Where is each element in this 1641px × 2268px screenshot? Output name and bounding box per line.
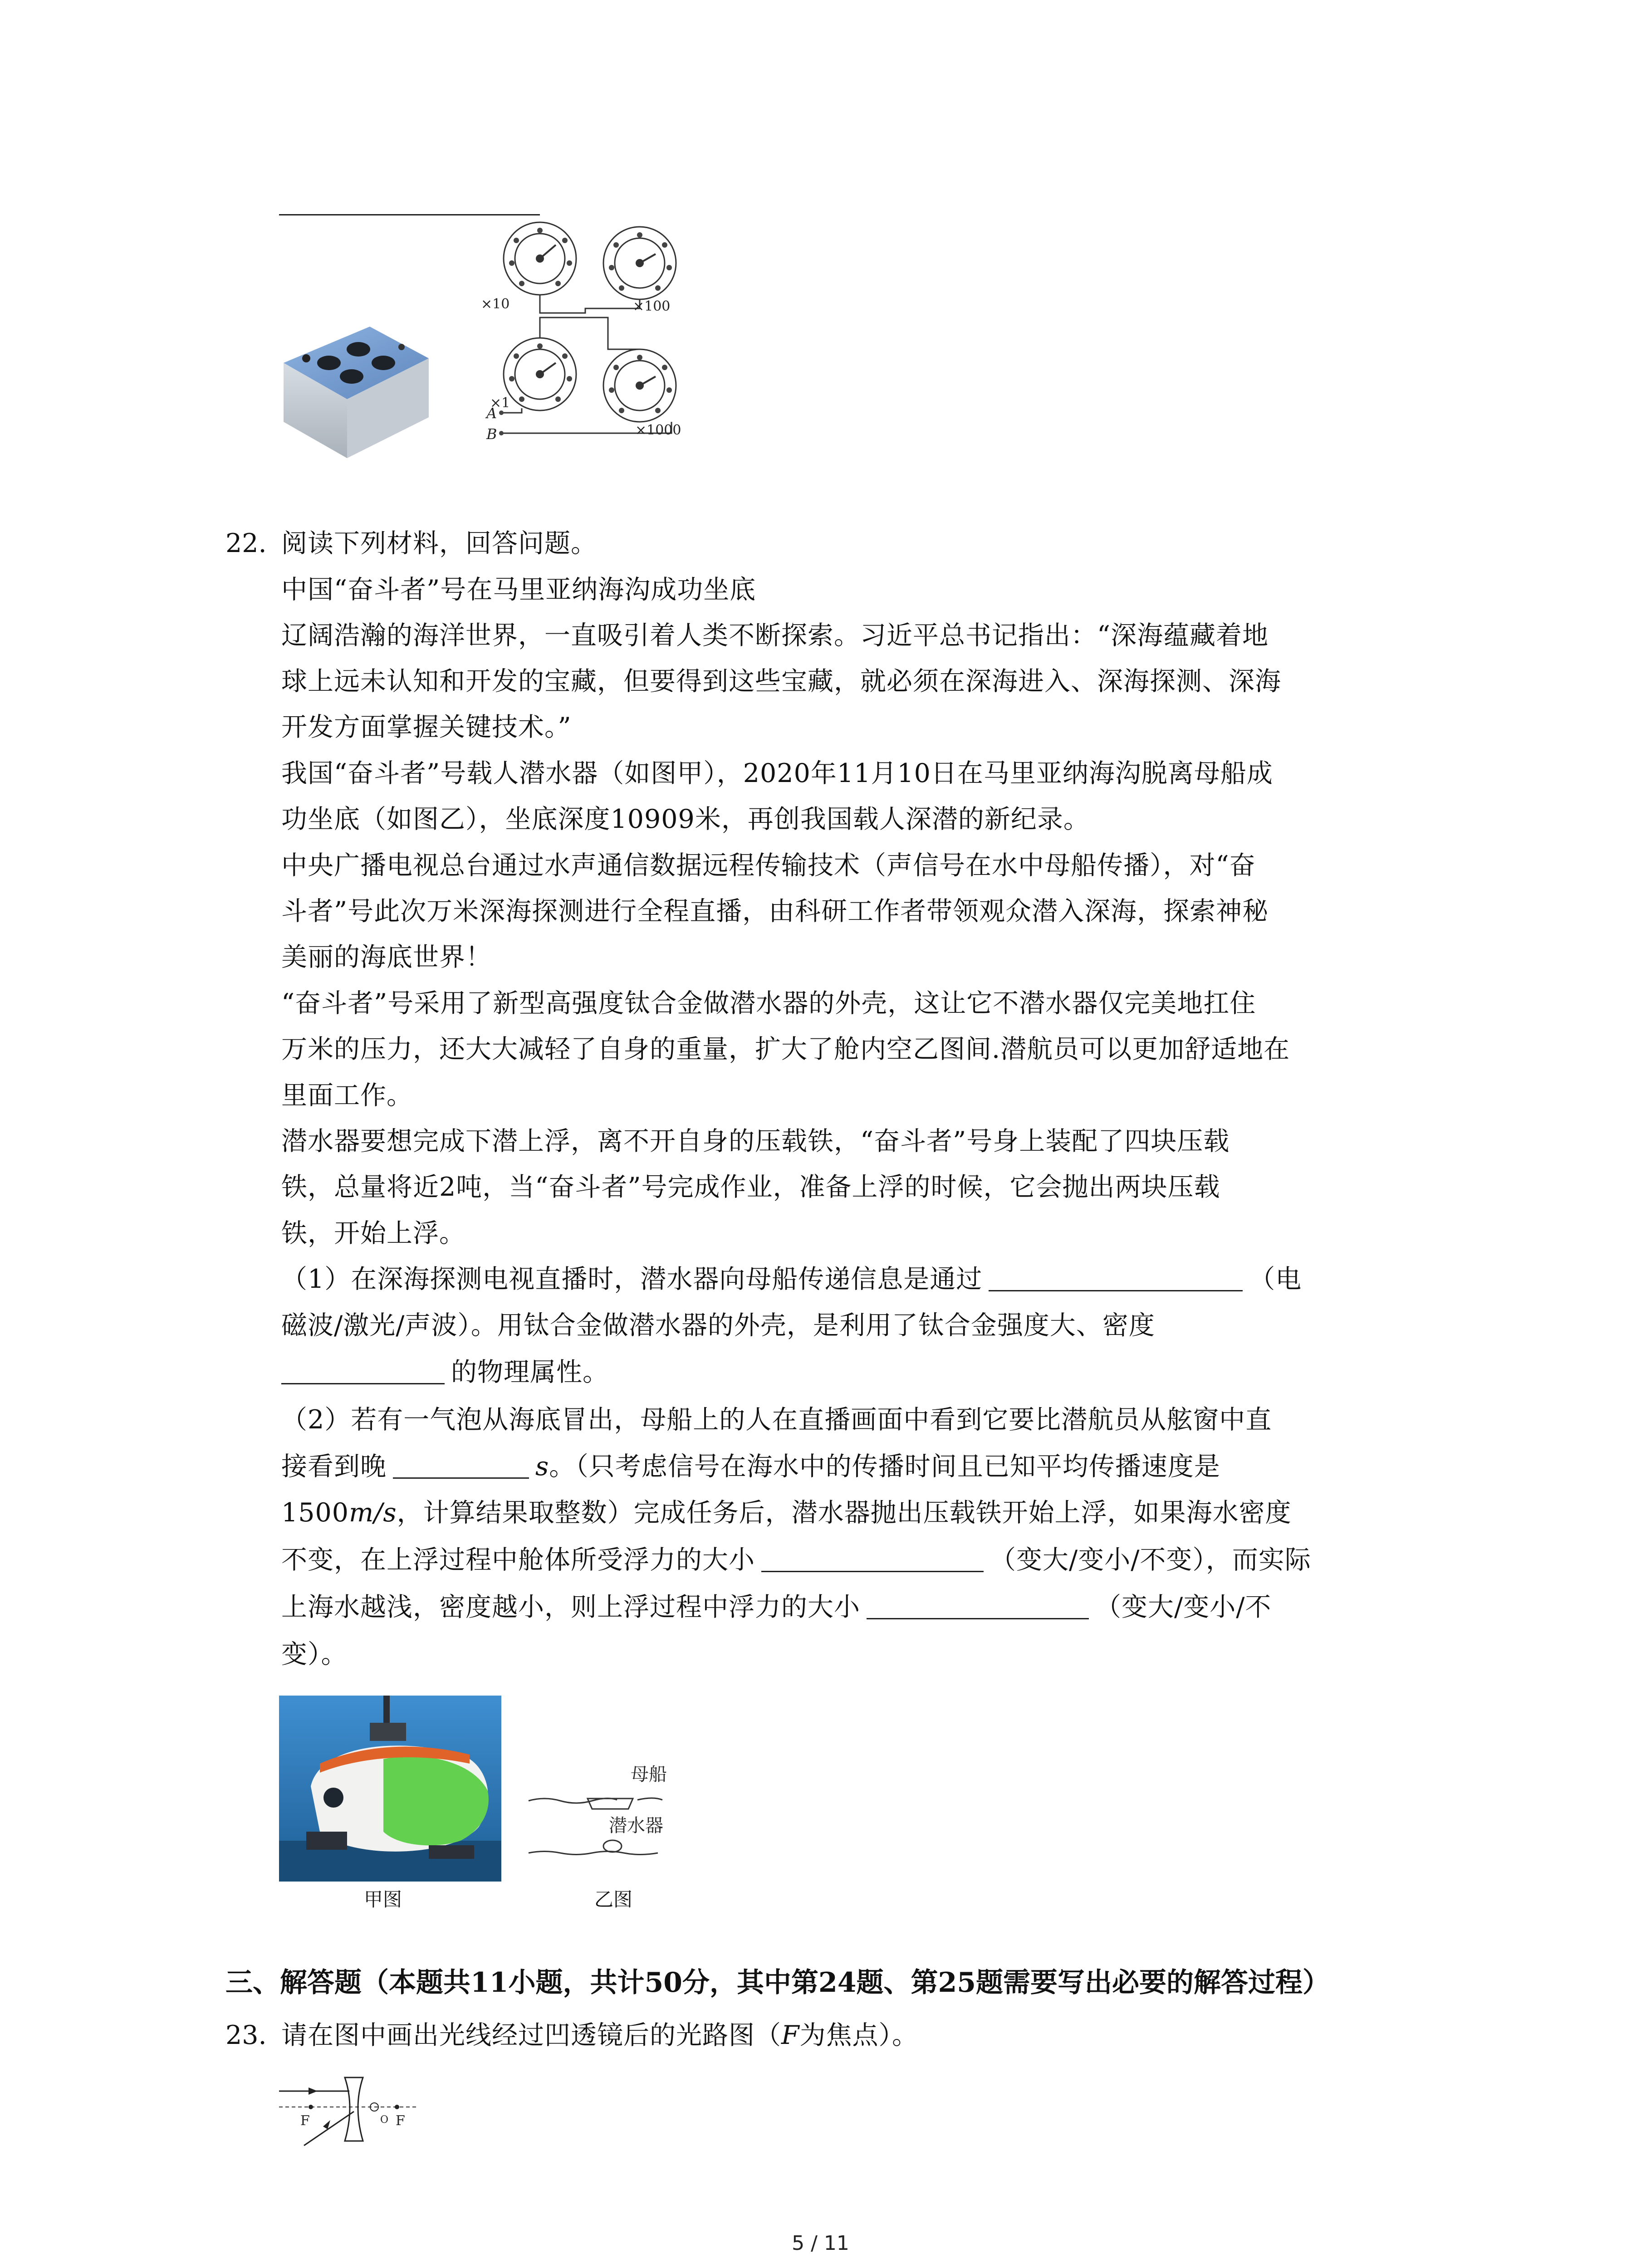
q22-para3-line1: 中央广播电视总台通过水声通信数据远程传输技术（声信号在水中母船传播），对“奋 xyxy=(281,850,1256,880)
resistance-box-photo xyxy=(279,308,433,467)
answer-blank-buoyancy-constant-density[interactable] xyxy=(761,1545,984,1572)
q22-sub2-text-a: 接看到晚 xyxy=(281,1452,387,1481)
q22-sub1-text-b: （电 xyxy=(1249,1264,1302,1294)
q22-para1-line1: 辽阔浩瀚的海洋世界，一直吸引着人类不断探索。习近平总书记指出：“深海蕴藏着地 xyxy=(281,621,1269,650)
q22-sub2-line4 xyxy=(281,1544,1311,1576)
q22-para3-line2: 斗者”号此次万米深海探测进行全程直播，由科研工作者带领观众潜入深海，探索神秘 xyxy=(281,896,1269,926)
q22-para2-line1: 我国“奋斗者”号载人潜水器（如图甲），2020年11月10日在马里亚纳海沟脱离母船成 xyxy=(281,758,1273,788)
q22-para4-line3: 里面工作。 xyxy=(281,1080,413,1110)
q22-sub1-line3 xyxy=(281,1356,609,1388)
q22-sub2-text-c: ，计算结果取整数）完成任务后，潜水器抛出压载铁开始上浮，如果海水密度 xyxy=(397,1498,1292,1528)
answer-blank-signal-type[interactable] xyxy=(989,1264,1243,1291)
q22-sub1-text-a: （1）在深海探测电视直播时，潜水器向母船传递信息是通过 xyxy=(281,1264,983,1294)
q23-text-a: 请在图中画出光线经过凹透镜后的光路图（ xyxy=(281,2020,781,2050)
q22-intro: 阅读下列材料，回答问题。 xyxy=(281,528,597,558)
q23-text xyxy=(281,2019,918,2051)
q22-para1-line2: 球上远未认知和开发的宝藏，但要得到这些宝藏，就必须在深海进入、深海探测、深海 xyxy=(281,666,1281,696)
q22-sub2-line6: 变）。 xyxy=(281,1639,348,1669)
q22-sub2-text-d: 不变，在上浮过程中舱体所受浮力的大小 xyxy=(281,1545,755,1575)
q22-sub1-line2: 磁波/激光/声波）。用钛合金做潜水器的外壳，是利用了钛合金强度大、密度 xyxy=(281,1310,1155,1340)
ship-diagram xyxy=(526,1760,681,1878)
q22-para5-line2: 铁，总量将近2吨，当“奋斗者”号完成作业，准备上浮的时候，它会抛出两块压载 xyxy=(281,1172,1220,1202)
q22-sub2-text-e: （变大/变小/不变），而实际 xyxy=(990,1545,1311,1575)
q22-para1-line3: 开发方面掌握关键技术。” xyxy=(281,712,572,742)
unit-seconds: s xyxy=(535,1452,549,1481)
terminal-label-a: A xyxy=(486,405,497,422)
q22-sub2-line3 xyxy=(281,1497,1292,1529)
lens-center-label: O xyxy=(380,2114,389,2126)
q22-sub1-line1 xyxy=(281,1263,1302,1295)
q22-sub2-text-f: 上海水越浅，密度越小，则上浮过程中浮力的大小 xyxy=(281,1592,860,1622)
q22-sub2-text-b: 。（只考虑信号在海水中的传播时间且已知平均传播速度是 xyxy=(549,1452,1220,1481)
page-number: 5 / 11 xyxy=(792,2232,849,2255)
unit-speed: m/s xyxy=(349,1498,397,1528)
resistance-box-diagram xyxy=(481,218,694,463)
focus-right-label: F xyxy=(396,2113,405,2129)
q22-para5-line3: 铁，开始上浮。 xyxy=(281,1218,465,1248)
focus-left-label: F xyxy=(300,2113,310,2129)
speed-value: 1500 xyxy=(281,1498,349,1528)
concave-lens-diagram[interactable] xyxy=(277,2073,422,2150)
q22-number: 22. xyxy=(225,528,267,558)
submersible-photo xyxy=(279,1696,501,1882)
q23-text-b: 为焦点）。 xyxy=(799,2020,919,2050)
dial-label-x100: ×100 xyxy=(633,298,671,314)
q22-para4-line2: 万米的压力，还大大减轻了自身的重量，扩大了舱内空乙图间.潜航员可以更加舒适地在 xyxy=(281,1034,1290,1064)
section-3-heading: 三、解答题（本题共11小题，共计50分，其中第24题、第25题需要写出必要的解答过程） xyxy=(225,1967,1330,1999)
q22-para3-line3: 美丽的海底世界！ xyxy=(281,942,492,972)
answer-blank-buoyancy-actual[interactable] xyxy=(867,1592,1089,1619)
q22-sub1-text-c: 的物理属性。 xyxy=(451,1357,609,1387)
q22-para2-line2: 功坐底（如图乙），坐底深度10909米，再创我国载人深潜的新纪录。 xyxy=(281,804,1090,834)
q22-sub2-line5 xyxy=(281,1591,1271,1623)
answer-blank-delay-seconds[interactable] xyxy=(393,1451,529,1479)
mother-ship-label: 母船 xyxy=(631,1764,667,1785)
q22-material-title: 中国“奋斗者”号在马里亚纳海沟成功坐底 xyxy=(281,575,756,605)
figure-b-caption: 乙图 xyxy=(594,1888,633,1911)
q22-para5-line1: 潜水器要想完成下潜上浮，离不开自身的压载铁，“奋斗者”号身上装配了四块压载 xyxy=(281,1126,1230,1156)
q22-sub2-line1: （2）若有一气泡从海底冒出，母船上的人在直播画面中看到它要比潜航员从舷窗中直 xyxy=(281,1405,1272,1435)
dial-label-x1000: ×1000 xyxy=(635,422,681,438)
q22-para4-line1: “奋斗者”号采用了新型高强度钛合金做潜水器的外壳，这让它不潜水器仅完美地扛住 xyxy=(281,988,1256,1018)
dial-label-x10: ×10 xyxy=(481,296,510,312)
q22-sub2-line2 xyxy=(281,1451,1220,1482)
answer-blank-density-property[interactable] xyxy=(281,1357,445,1384)
q23-focus-symbol: F xyxy=(781,2020,800,2050)
dial-label-x1: ×1 xyxy=(490,395,510,411)
figure-a-caption: 甲图 xyxy=(364,1888,402,1911)
answer-line-top xyxy=(279,214,540,215)
submersible-label: 潜水器 xyxy=(609,1815,663,1836)
q23-number: 23. xyxy=(225,2020,267,2050)
q22-sub2-text-g: （变大/变小/不 xyxy=(1095,1592,1272,1622)
terminal-label-b: B xyxy=(486,425,497,443)
